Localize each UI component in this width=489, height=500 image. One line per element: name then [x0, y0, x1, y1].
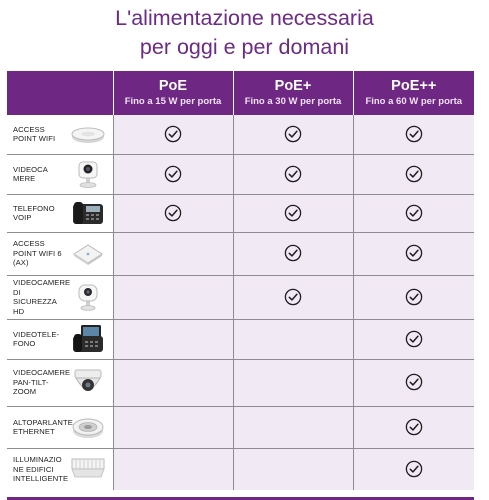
device-cell [7, 448, 113, 490]
light-fixture-icon [69, 454, 107, 484]
support-cell [233, 194, 353, 232]
tier-subtitle: Fino a 60 W per porta [365, 96, 463, 107]
support-cell [113, 319, 233, 359]
poe-comparison-table [7, 71, 474, 490]
ptz-camera-icon [69, 368, 107, 398]
check-icon [405, 288, 423, 305]
support-cell [353, 275, 474, 319]
support-cell [113, 232, 233, 275]
tier-name: PoE+ [274, 78, 312, 94]
check-icon [164, 165, 182, 182]
support-cell [113, 406, 233, 448]
support-cell [113, 154, 233, 194]
support-cell [113, 194, 233, 232]
device-cell [7, 275, 113, 319]
device-label: ACCESS POINT WIFI 6 (AX) [13, 239, 62, 268]
device-cell [7, 406, 113, 448]
support-cell [233, 406, 353, 448]
table-row [7, 448, 474, 490]
support-cell [353, 232, 474, 275]
check-icon [405, 204, 423, 221]
support-cell [233, 232, 353, 275]
tier-subtitle: Fino a 30 W per porta [244, 96, 342, 107]
table-row [7, 232, 474, 275]
support-cell [353, 406, 474, 448]
header-corner [7, 71, 113, 115]
device-label: VIDEOCAMERE PAN-TILT-ZOOM [13, 368, 71, 397]
support-cell [233, 319, 353, 359]
tier-header-poe-plus [233, 71, 353, 115]
table-row [7, 319, 474, 359]
device-label: ACCESS POINT WIFI [13, 124, 56, 144]
check-icon [405, 418, 423, 435]
support-cell [233, 359, 353, 406]
table-row [7, 359, 474, 406]
check-icon [284, 245, 302, 262]
check-icon [405, 460, 423, 477]
check-icon [164, 204, 182, 221]
check-icon [405, 165, 423, 182]
camera-icon [69, 159, 107, 189]
support-cell [353, 154, 474, 194]
tier-header-poe [113, 71, 233, 115]
check-icon [284, 204, 302, 221]
check-icon [405, 374, 423, 391]
device-label: VIDEOCA MERE [13, 164, 48, 183]
device-cell [7, 154, 113, 194]
check-icon [284, 288, 302, 305]
check-icon [405, 245, 423, 262]
title-line-2: per oggi e per domani [139, 35, 350, 59]
tier-name: PoE [158, 78, 188, 94]
support-cell [113, 359, 233, 406]
support-cell [353, 194, 474, 232]
support-cell [113, 275, 233, 319]
support-cell [233, 154, 353, 194]
device-label: TELEFONO VOIP [13, 203, 55, 222]
check-icon [284, 165, 302, 182]
support-cell [233, 275, 353, 319]
device-label: ILLUMINAZIO NE EDIFICI INTELLIGENTE [13, 455, 69, 483]
table-header-row [7, 71, 474, 115]
tier-header-poe-plus-plus [353, 71, 474, 115]
device-cell [7, 319, 113, 359]
check-icon [405, 330, 423, 347]
security-camera-icon [69, 282, 107, 312]
support-cell [113, 115, 233, 154]
table-row [7, 275, 474, 319]
support-cell [353, 319, 474, 359]
device-label: ALTOPARLANTE ETHERNET [13, 417, 73, 436]
device-label: VIDEOTELE-FONO [13, 329, 60, 348]
support-cell [233, 448, 353, 490]
support-cell [113, 448, 233, 490]
speaker-icon [69, 412, 107, 442]
support-cell [353, 359, 474, 406]
table-row [7, 115, 474, 154]
device-cell [7, 232, 113, 275]
voip-phone-icon [69, 198, 107, 228]
wifi6-access-point-icon [69, 239, 107, 269]
support-cell [353, 448, 474, 490]
support-cell [233, 115, 353, 154]
video-phone-icon [69, 324, 107, 354]
check-icon [405, 125, 423, 142]
device-label: VIDEOCAMERE DI SICUREZZA HD [13, 278, 71, 316]
page-title [0, 4, 489, 62]
check-icon [284, 125, 302, 142]
device-cell [7, 115, 113, 154]
title-line-1: L'alimentazione necessaria [115, 6, 374, 30]
table-row [7, 406, 474, 448]
access-point-icon [69, 119, 107, 149]
tier-subtitle: Fino a 15 W per porta [124, 96, 222, 107]
check-icon [164, 125, 182, 142]
device-cell [7, 194, 113, 232]
support-cell [353, 115, 474, 154]
device-cell [7, 359, 113, 406]
table-row [7, 194, 474, 232]
tier-name: PoE++ [391, 78, 437, 94]
table-row [7, 154, 474, 194]
